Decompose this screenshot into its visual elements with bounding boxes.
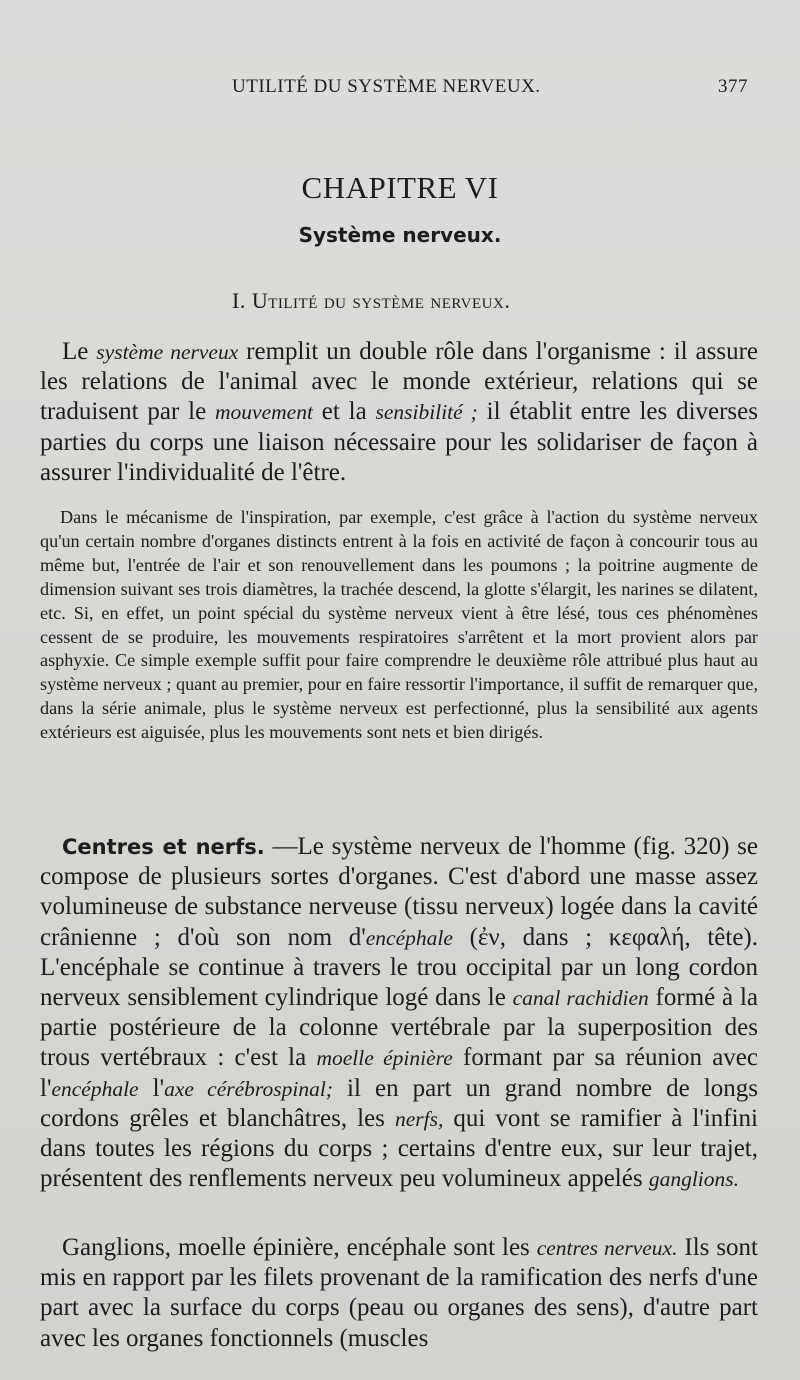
- example-paragraph: Dans le mécanisme de l'inspiration, par exemple, c'est grâce à l'action du système nerveux qu'un certain nombre d'organes distincts entrent à la fois en activité de façon à concourir tous au même but, l'entrée de l'air et son renouvellement dans les poumons ; la poitrine augmente de dimension suivant ses trois diamètres, la trachée descend, la glotte s'élargit, les narines se dilatent, etc. Si, en effet, un point spécial du système nerveux vient à être lésé, tous ces phénomènes cessent de se produire, les mouvements respiratoires s'arrêtent et la mort provient alors par asphyxie. Ce simple exemple suffit pour faire comprendre le deuxième rôle attribué plus haut au système nerveux ; quant au premier, pour en faire ressortir l'importance, il suffit de remarquer que, dans la série animale, plus le système nerveux est perfectionné, plus la sensibilité aux agents extérieurs est aiguisée, plus les mouvements sont nets et bien dirigés.: [40, 507, 758, 743]
- text-run: formé à la partie postérieure de la colonne vertébrale par la superposition des trous vertébraux : c'est la: [40, 984, 758, 1072]
- italic-term: ganglions.: [648, 1167, 740, 1192]
- chapter-title: CHAPITRE VI: [301, 170, 499, 205]
- italic-term: système nerveux: [96, 340, 239, 364]
- running-title: UTILITÉ DU SYSTÈME NERVEUX.: [232, 76, 541, 97]
- text-run: Ganglions, moelle épinière, encéphale sont les: [62, 1234, 537, 1261]
- text-run: (ἐν, dans ; κεφαλή, tête). L'encéphale se continue à travers le trou occipital par un long cordon nerveux sensiblement cylindrique logé dans le: [40, 923, 758, 1012]
- text-run: et la: [312, 398, 376, 426]
- italic-term: nerfs,: [394, 1106, 444, 1131]
- italic-term: encéphale: [51, 1076, 139, 1101]
- italic-term: encéphale: [365, 925, 453, 950]
- text-run: Ils sont mis en rapport par les filets provenant de la ramification des nerfs d'une part avec la surface du corps (peau ou organes des sens), d'autre part avec les organes fonctionnels (muscles: [40, 1234, 758, 1352]
- text-run: qui vont se ramifier à l'infini dans toutes les régions du corps ; certains d'entre eux, sur leur trajet, présentent des renflements nerveux peu volumineux appelés: [40, 1104, 758, 1193]
- italic-term: canal rachidien: [512, 986, 649, 1011]
- paragraph-heading: Centres et nerfs.: [62, 835, 265, 859]
- italic-term: centres nerveux.: [536, 1236, 678, 1260]
- text-run: Le: [62, 338, 97, 365]
- page-header: [0, 76, 800, 106]
- text-run: l': [138, 1074, 165, 1102]
- centres-nerveux-paragraph: [40, 1233, 758, 1354]
- italic-term: moelle épinière: [316, 1046, 453, 1071]
- italic-term: sensibilité ;: [375, 400, 478, 425]
- italic-term: axe cérébrospinal;: [164, 1076, 333, 1101]
- text-run: remplit un double rôle dans l'organisme : il assure les relations de l'animal avec le monde extérieur, relations qui se traduisent par le: [40, 338, 758, 426]
- intro-paragraph: [40, 337, 758, 488]
- chapter-subtitle: Système nerveux.: [298, 223, 502, 247]
- text-run: il en part un grand nombre de longs cordons grêles et blanchâtres, les: [40, 1074, 758, 1132]
- centres-nerfs-paragraph: [40, 832, 758, 1194]
- text-run: il établit entre les diverses parties du corps une liaison nécessaire pour les solidariser de façon à assurer l'individualité de l'être.: [40, 398, 758, 486]
- text-run: —Le système nerveux de l'homme (fig. 320) se compose de plusieurs sortes d'organes. C'est d'abord une masse assez volumineuse de substance nerveuse (tissu nerveux) logée dans la cavité crânienne ; d'où son nom d': [40, 833, 758, 951]
- italic-term: mouvement: [215, 400, 313, 425]
- section-title: I. Utilité du système nerveux.: [232, 288, 511, 313]
- text-run: formant par sa réunion avec l': [40, 1044, 758, 1102]
- page-number: 377: [718, 76, 748, 97]
